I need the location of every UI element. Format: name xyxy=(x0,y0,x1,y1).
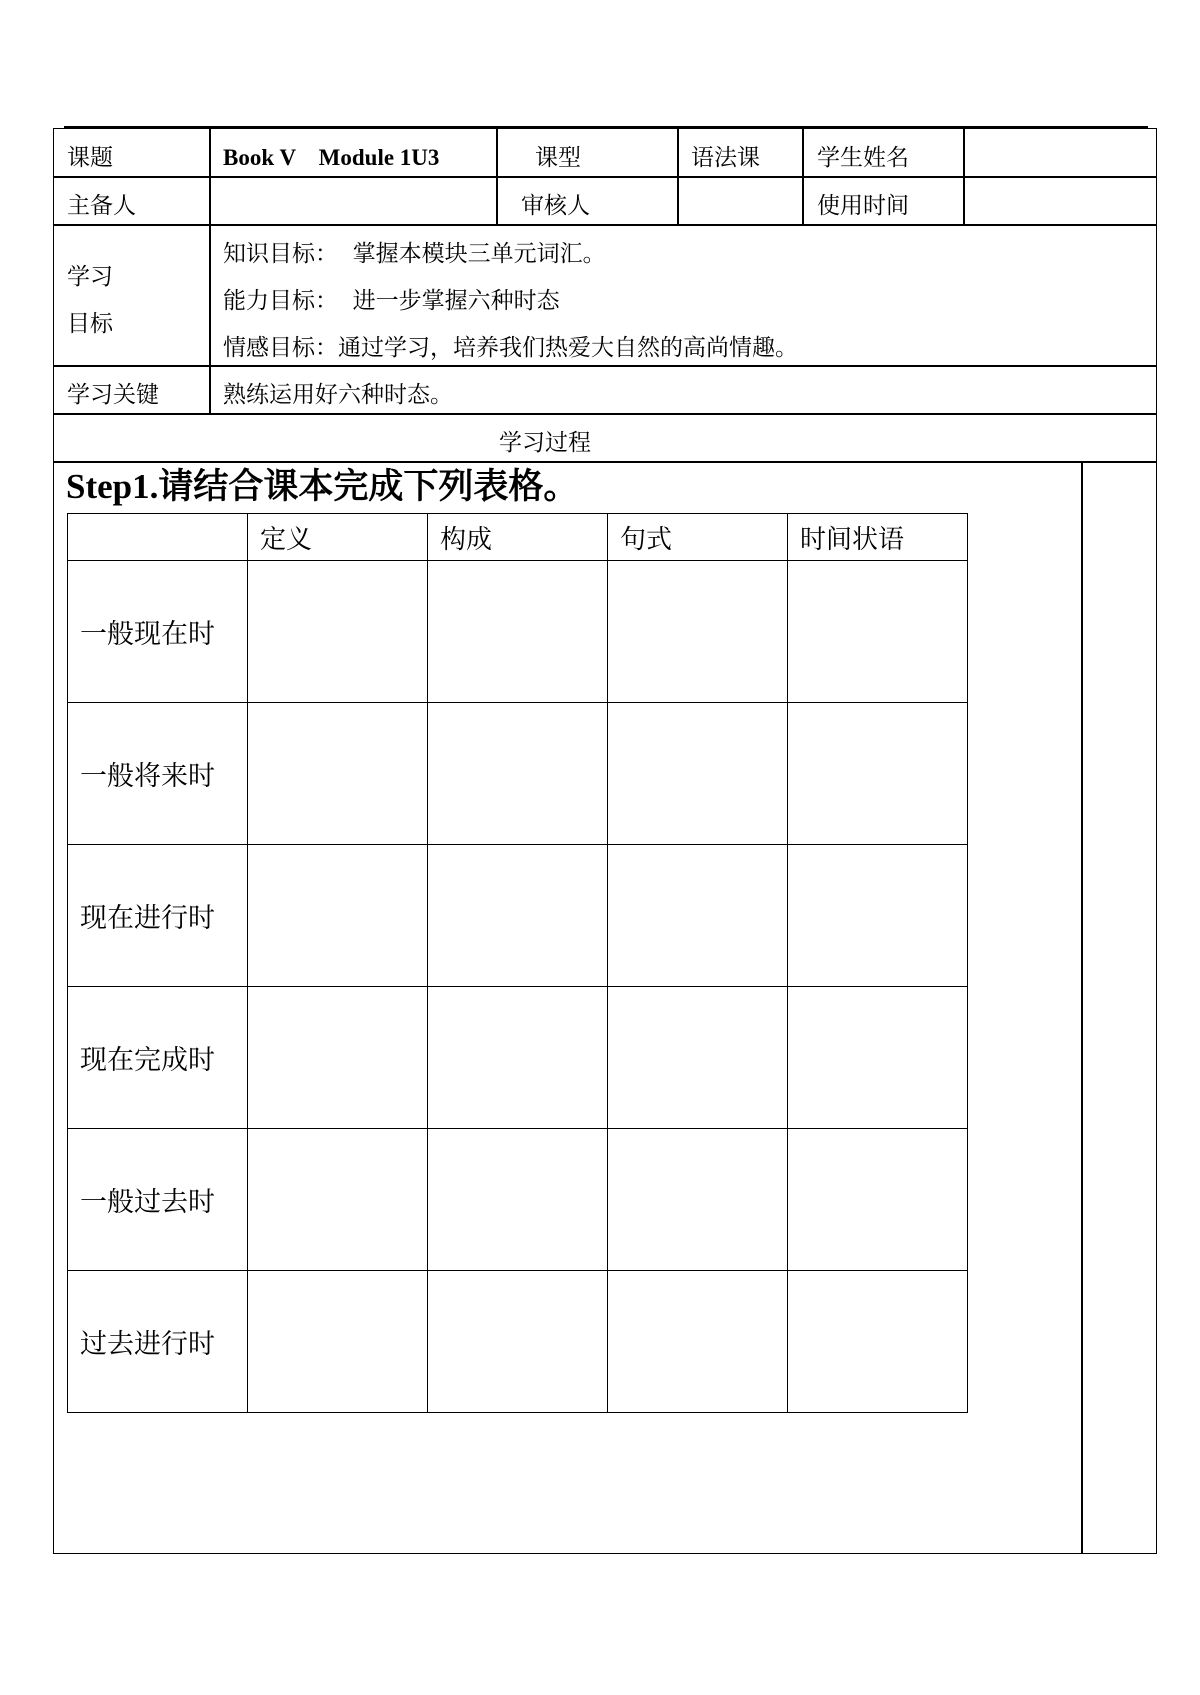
table-row xyxy=(68,703,968,845)
structure-cell[interactable] xyxy=(428,1271,608,1413)
table-row xyxy=(68,561,968,703)
time-adverbial-cell[interactable] xyxy=(788,987,968,1129)
definition-cell[interactable] xyxy=(248,1129,428,1271)
structure-cell[interactable] xyxy=(428,703,608,845)
usage-time-label: 使用时间 xyxy=(817,193,909,219)
header-structure: 构成 xyxy=(428,514,608,561)
row-divider xyxy=(53,461,1157,463)
sentence-pattern-cell[interactable] xyxy=(608,1129,788,1271)
header-corner-cell xyxy=(68,514,248,561)
col-divider xyxy=(677,128,679,224)
reviewer-label: 审核人 xyxy=(521,193,590,219)
preparer-label: 主备人 xyxy=(67,193,136,219)
col-divider xyxy=(963,128,965,224)
col-divider xyxy=(496,128,498,224)
definition-cell[interactable] xyxy=(248,845,428,987)
table-row xyxy=(68,987,968,1129)
topic-value: Book V Module 1U3 xyxy=(223,145,440,170)
header-definition: 定义 xyxy=(248,514,428,561)
definition-cell[interactable] xyxy=(248,987,428,1129)
definition-cell[interactable] xyxy=(248,561,428,703)
type-label: 课型 xyxy=(535,145,581,171)
student-name-field[interactable] xyxy=(978,144,1143,172)
preparer-field[interactable] xyxy=(223,192,483,220)
step1-title: Step1.请结合课本完成下列表格。 xyxy=(66,467,579,506)
row-divider xyxy=(53,224,1157,226)
row-divider xyxy=(53,176,1157,178)
structure-cell[interactable] xyxy=(428,987,608,1129)
objectives-label-line1: 学习 xyxy=(67,264,113,290)
structure-cell[interactable] xyxy=(428,561,608,703)
ability-objective: 能力目标： 进一步掌握六种时态 xyxy=(223,288,560,314)
emotion-objective: 情感目标：通过学习，培养我们热爱大自然的高尚情趣。 xyxy=(223,335,798,361)
key-point-label: 学习关键 xyxy=(67,382,159,408)
knowledge-objective: 知识目标： 掌握本模块三单元词汇。 xyxy=(223,241,606,267)
table-row xyxy=(68,1129,968,1271)
process-title: 学习过程 xyxy=(499,430,591,456)
table-row xyxy=(68,1271,968,1413)
topic-label: 课题 xyxy=(67,145,113,171)
tense-label: 过去进行时 xyxy=(68,1271,248,1413)
definition-cell[interactable] xyxy=(248,1271,428,1413)
table-row xyxy=(68,845,968,987)
time-adverbial-cell[interactable] xyxy=(788,1129,968,1271)
sentence-pattern-cell[interactable] xyxy=(608,1271,788,1413)
row-divider xyxy=(53,365,1157,367)
structure-cell[interactable] xyxy=(428,845,608,987)
time-adverbial-cell[interactable] xyxy=(788,703,968,845)
sentence-pattern-cell[interactable] xyxy=(608,561,788,703)
tense-label: 现在完成时 xyxy=(68,987,248,1129)
sentence-pattern-cell[interactable] xyxy=(608,987,788,1129)
row-divider xyxy=(53,413,1157,415)
structure-cell[interactable] xyxy=(428,1129,608,1271)
objectives-label-line2: 目标 xyxy=(67,311,113,337)
tense-table-header xyxy=(68,514,968,561)
tense-label: 一般现在时 xyxy=(68,561,248,703)
col-divider xyxy=(209,128,211,413)
definition-cell[interactable] xyxy=(248,703,428,845)
usage-time-field[interactable] xyxy=(978,192,1143,220)
header-time-adverbial: 时间状语 xyxy=(788,514,968,561)
time-adverbial-cell[interactable] xyxy=(788,845,968,987)
reviewer-field[interactable] xyxy=(691,192,791,220)
tense-table xyxy=(67,513,968,1413)
sentence-pattern-cell[interactable] xyxy=(608,703,788,845)
tense-label: 一般将来时 xyxy=(68,703,248,845)
col-divider xyxy=(802,128,804,224)
time-adverbial-cell[interactable] xyxy=(788,1271,968,1413)
time-adverbial-cell[interactable] xyxy=(788,561,968,703)
process-right-divider xyxy=(1081,461,1083,1554)
key-point-value: 熟练运用好六种时态。 xyxy=(223,382,453,408)
type-value: 语法课 xyxy=(691,145,760,171)
tense-label: 现在进行时 xyxy=(68,845,248,987)
sentence-pattern-cell[interactable] xyxy=(608,845,788,987)
tense-label: 一般过去时 xyxy=(68,1129,248,1271)
header-sentence-pattern: 句式 xyxy=(608,514,788,561)
student-name-label: 学生姓名 xyxy=(817,145,909,171)
